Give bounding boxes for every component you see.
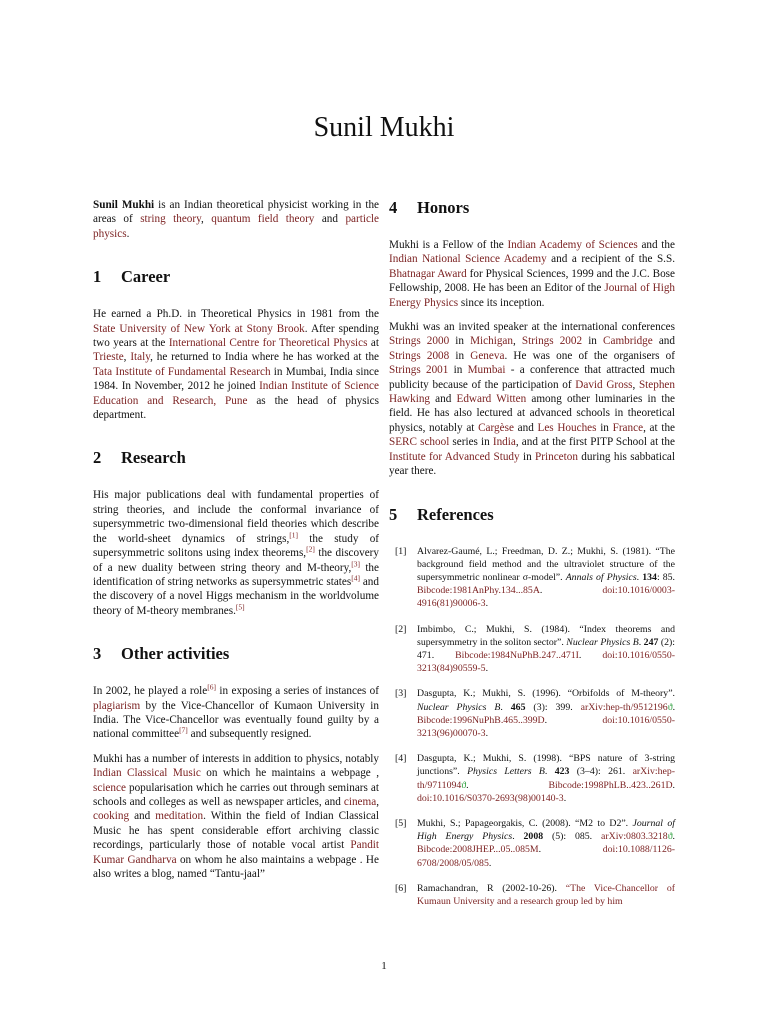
link-strings-2001[interactable]: Strings 2001 bbox=[389, 364, 449, 377]
reference-number: [3] bbox=[395, 688, 407, 700]
other-paragraph-2 bbox=[93, 752, 379, 882]
link-cargese[interactable]: Cargèse bbox=[478, 421, 514, 434]
reference-item bbox=[389, 623, 675, 676]
text: for Physical Sciences, 1999 and the J.C. Bose Fellowship, 2008. He has been an Editor of the bbox=[389, 267, 675, 295]
arxiv-link[interactable]: arXiv:0803.3218 bbox=[601, 831, 668, 843]
text: and bbox=[513, 421, 538, 434]
text: since its inception. bbox=[458, 296, 545, 309]
text: . bbox=[544, 714, 603, 726]
link-cinema[interactable]: cinema bbox=[343, 795, 377, 808]
citation-6[interactable]: [6] bbox=[207, 682, 216, 692]
intro-paragraph bbox=[93, 198, 379, 241]
reference-item bbox=[389, 687, 675, 740]
section-heading-career bbox=[93, 267, 379, 287]
text: as the head of physics department. bbox=[93, 394, 379, 422]
text: (2): 471. bbox=[417, 636, 676, 661]
link-bhatnagar-award[interactable]: Bhatnagar Award bbox=[389, 267, 467, 280]
text: and subsequently resigned. bbox=[187, 728, 312, 741]
journal-name: Nuclear Physics B bbox=[566, 636, 639, 648]
text: in bbox=[449, 349, 471, 362]
citation-5[interactable]: [5] bbox=[235, 601, 245, 611]
text: His major publications deal with fundamental properties of string theories, and include the conformal invariance of supersymmetric two-dimensional field theories which describe the world-sheet dynamics of strings, bbox=[93, 489, 379, 545]
text: and bbox=[652, 335, 675, 348]
text: (3): 399. bbox=[525, 701, 581, 713]
citation-3[interactable]: [3] bbox=[351, 558, 361, 568]
volume: 2008 bbox=[523, 831, 544, 843]
text: on whom he also maintains a webpage . He also writes a blog, named “Tantu-jaal” bbox=[93, 853, 379, 880]
link-science[interactable]: science bbox=[93, 781, 126, 794]
bibcode-link[interactable]: Bibcode:1998PhLB..423..261D bbox=[548, 779, 673, 791]
link-mumbai[interactable]: Mumbai bbox=[467, 364, 506, 377]
text: among other luminaries in the field. He has also lectured at advanced schools in theoretical physics, notably at bbox=[389, 393, 676, 434]
reference-list bbox=[389, 545, 675, 909]
subject-name: Sunil Mukhi bbox=[93, 199, 155, 211]
text: and bbox=[314, 213, 346, 226]
journal-name: Nuclear Physics B bbox=[417, 701, 501, 713]
text: , he returned to India where he has worked at the bbox=[150, 351, 380, 364]
section-number: 3 bbox=[93, 644, 102, 664]
text: Mukhi was an invited speaker at the international conferences bbox=[389, 321, 675, 334]
text: and bbox=[430, 393, 457, 406]
reference-number: [5] bbox=[395, 817, 407, 829]
reference-number: [1] bbox=[395, 545, 407, 557]
text: during his sabbatical year there. bbox=[389, 450, 675, 478]
section-number: 2 bbox=[93, 448, 102, 468]
link-suny-stony-brook[interactable]: State University of New York at Stony Brook bbox=[93, 322, 305, 335]
text: Dasgupta, K.; Mukhi, S. (1998). “BPS nature of 3-string junctions”. bbox=[417, 753, 675, 778]
section-number: 4 bbox=[389, 198, 398, 217]
link-insa[interactable]: Indian National Science Academy bbox=[389, 253, 547, 266]
doi-link[interactable]: doi:10.1016/0550-3213(84)90559-5 bbox=[417, 649, 675, 675]
text: the identification of string networks as supersymmetric states bbox=[93, 561, 379, 588]
bibcode-link[interactable]: Bibcode:2008JHEP...05..085M bbox=[417, 844, 539, 856]
right-column bbox=[389, 198, 675, 920]
text: the discovery of a new duality between string theory and M-theory, bbox=[93, 547, 379, 574]
bibcode-link[interactable]: Bibcode:1996NuPhB.465..399D bbox=[417, 714, 545, 726]
text: (5): 085. bbox=[543, 831, 602, 843]
text: in bbox=[448, 364, 468, 377]
text: Alvarez-Gaumé, L.; Freedman, D. Z.; Mukhi, S. (1981). “The background field method and the ultraviolet structure of the supersymmetric nonlinear σ-model”. bbox=[417, 545, 675, 583]
section-title: Other activities bbox=[121, 644, 230, 664]
text: and bbox=[129, 810, 156, 823]
text: , bbox=[376, 795, 379, 808]
text: He earned a Ph.D. in Theoretical Physics in 1981 from the bbox=[93, 308, 379, 321]
link-particle-physics[interactable]: particle physics bbox=[93, 213, 379, 240]
journal-name: Annals of Physics bbox=[565, 571, 637, 583]
page-number: 1 bbox=[381, 960, 387, 972]
text: , bbox=[123, 351, 131, 364]
link-india[interactable]: India bbox=[492, 436, 516, 449]
link-trieste[interactable]: Trieste bbox=[93, 351, 124, 364]
text: in bbox=[596, 421, 613, 434]
link-strings-2000[interactable]: Strings 2000 bbox=[389, 335, 450, 348]
open-access-icon: ϑ bbox=[667, 701, 673, 713]
link-indian-academy-of-sciences[interactable]: Indian Academy of Sciences bbox=[507, 239, 638, 251]
link-kumar-gandharva[interactable]: Pandit Kumar Gandharva bbox=[93, 839, 379, 866]
journal-name: Journal of High Energy Physics bbox=[417, 817, 675, 843]
link-italy[interactable]: Italy bbox=[130, 351, 151, 364]
doi-link[interactable]: doi:10.1016/S0370-2693(98)00140-3 bbox=[417, 792, 564, 804]
research-paragraph bbox=[93, 488, 379, 618]
link-les-houches[interactable]: Les Houches bbox=[537, 421, 597, 434]
link-indian-classical-music[interactable]: Indian Classical Music bbox=[93, 767, 201, 780]
text: in Mumbai, India since 1984. In November, 2012 he joined bbox=[93, 365, 379, 393]
text: , bbox=[201, 213, 212, 226]
career-paragraph bbox=[93, 307, 379, 422]
text: . bbox=[539, 585, 603, 597]
arxiv-link[interactable]: arXiv:hep-th/9512196 bbox=[580, 701, 668, 713]
link-edward-witten[interactable]: Edward Witten bbox=[456, 393, 527, 406]
link-plagiarism[interactable]: plagiarism bbox=[93, 699, 141, 712]
link-ictp[interactable]: International Centre for Theoretical Physics bbox=[168, 337, 368, 350]
journal-name: Physics Letters B bbox=[467, 766, 545, 778]
honors-paragraph-1 bbox=[389, 238, 675, 310]
text: at bbox=[367, 337, 379, 350]
volume: 465 bbox=[510, 701, 526, 713]
text: - a conference that attracted much publicity because of the participation of bbox=[389, 364, 675, 391]
reference-item bbox=[389, 752, 675, 805]
section-title: Research bbox=[121, 448, 186, 468]
text: . bbox=[672, 831, 675, 843]
link-michigan[interactable]: Michigan bbox=[470, 335, 513, 348]
text: . bbox=[638, 636, 644, 648]
text: : 85. bbox=[656, 571, 676, 583]
text: . bbox=[485, 663, 489, 675]
text: (3–4): 261. bbox=[569, 766, 633, 778]
text: in bbox=[582, 335, 604, 348]
text: Mukhi is a Fellow of the bbox=[389, 239, 508, 251]
volume: 247 bbox=[643, 636, 659, 648]
text: in bbox=[519, 450, 536, 463]
text: , at the bbox=[643, 421, 675, 434]
text: . bbox=[126, 227, 130, 240]
text: in bbox=[449, 335, 471, 348]
link-geneva[interactable]: Geneva bbox=[470, 349, 505, 362]
link-ias[interactable]: Institute for Advanced Study bbox=[389, 450, 520, 463]
article-link[interactable]: “The Vice-Chancellor of Kumaun University and a research group led by him bbox=[417, 882, 675, 907]
reference-number: [4] bbox=[395, 753, 407, 765]
bibcode-link[interactable]: Bibcode:1981AnPhy.134...85A bbox=[417, 585, 540, 597]
text: popularisation which he carries out through seminars at schools and colleges as well as newspaper articles, and bbox=[93, 781, 379, 808]
reference-item bbox=[389, 545, 675, 611]
text: , and at the first PITP School at the bbox=[515, 436, 675, 449]
text: Mukhi, S.; Papageorgakis, C. (2008). “M2 to D2”. bbox=[417, 817, 633, 829]
text: . bbox=[466, 779, 549, 791]
text: and the discovery of a novel Higgs mechanism in the worldvolume theory of M-theory membranes. bbox=[93, 575, 379, 617]
citation-2[interactable]: [2] bbox=[306, 544, 315, 554]
section-title: References bbox=[417, 504, 494, 524]
text: Mukhi has a number of interests in addition to physics, notably bbox=[93, 752, 379, 765]
text: by the Vice-Chancellor of Kumaon University in India. The Vice-Chancellor was eventually found guilty by a national committee bbox=[93, 699, 379, 741]
doi-link[interactable]: doi:10.1016/0550-3213(96)00070-3 bbox=[417, 714, 675, 739]
text: , bbox=[632, 378, 639, 391]
section-title: Honors bbox=[417, 198, 470, 217]
text: . bbox=[512, 831, 524, 843]
citation-1[interactable]: [1] bbox=[289, 529, 299, 539]
doi-link[interactable]: doi:10.1088/1126-6708/2008/05/085 bbox=[417, 844, 675, 869]
link-string-theory[interactable]: string theory bbox=[140, 213, 201, 226]
section-heading-other-activities bbox=[93, 644, 379, 664]
text: is an Indian theoretical physicist working in the areas of bbox=[93, 199, 380, 226]
text: . bbox=[636, 571, 643, 583]
reference-item bbox=[389, 882, 675, 908]
text: . bbox=[488, 857, 492, 869]
left-column bbox=[93, 198, 379, 891]
honors-paragraph-2 bbox=[389, 320, 675, 478]
text: . bbox=[672, 779, 675, 791]
text: Ramachandran, R (2002-10-26). bbox=[417, 882, 566, 894]
section-heading-references bbox=[389, 505, 675, 525]
open-access-icon: ϑ bbox=[667, 831, 673, 843]
link-quantum-field-theory[interactable]: quantum field theory bbox=[211, 213, 315, 226]
arxiv-link[interactable]: arXiv:hep-th/9711094 bbox=[417, 766, 675, 791]
text: . bbox=[672, 701, 676, 713]
section-number: 1 bbox=[93, 267, 102, 287]
volume: 134 bbox=[642, 571, 657, 583]
reference-number: [6] bbox=[395, 882, 407, 894]
text: . He was one of the organisers of bbox=[504, 349, 675, 362]
text: . bbox=[500, 701, 511, 713]
section-heading-research bbox=[93, 448, 379, 468]
text: series in bbox=[449, 436, 493, 449]
text: Imbimbo, C.; Mukhi, S. (1984). “Index theorems and supersymmetry in the soliton sector”. bbox=[417, 623, 675, 648]
link-cooking[interactable]: cooking bbox=[93, 810, 130, 823]
text: . bbox=[544, 766, 555, 778]
link-david-gross[interactable]: David Gross bbox=[575, 378, 633, 391]
link-strings-2008[interactable]: Strings 2008 bbox=[389, 349, 450, 362]
text: . bbox=[578, 649, 603, 661]
link-strings-2002[interactable]: Strings 2002 bbox=[521, 335, 583, 348]
text: the study of supersymmetric solitons using index theorems, bbox=[93, 532, 380, 560]
citation-7[interactable]: [7] bbox=[179, 725, 188, 735]
link-serc-school[interactable]: SERC school bbox=[389, 436, 450, 449]
text: . After spending two years at the bbox=[93, 322, 379, 350]
text: . bbox=[485, 727, 489, 739]
link-jhep[interactable]: Journal of High Energy Physics bbox=[389, 282, 676, 309]
link-iiser-pune[interactable]: Indian Institute of Science Education and Research, Pune bbox=[93, 380, 379, 407]
text: and a recipient of the S.S. bbox=[546, 253, 676, 266]
link-meditation[interactable]: meditation bbox=[155, 810, 204, 823]
reference-number: [2] bbox=[395, 623, 407, 635]
text: Dasgupta, K.; Mukhi, S. (1996). “Orbifolds of M-theory”. bbox=[417, 688, 675, 700]
link-france[interactable]: France bbox=[612, 421, 644, 434]
open-access-icon: ϑ bbox=[461, 779, 467, 791]
text: and the bbox=[637, 239, 675, 251]
other-paragraph-1 bbox=[93, 684, 379, 742]
reference-item bbox=[389, 817, 675, 870]
link-stephen-hawking[interactable]: Stephen Hawking bbox=[389, 378, 675, 406]
text: . bbox=[485, 598, 489, 610]
text: in exposing a series of instances of bbox=[216, 685, 379, 698]
text: In 2002, he played a role bbox=[93, 685, 208, 698]
section-title: Career bbox=[121, 267, 171, 287]
text: . Within the field of Indian Classical Music he has spent considerable effort archiving classic recordings, particularly those of notable vocal artist bbox=[93, 810, 379, 852]
link-princeton[interactable]: Princeton bbox=[535, 450, 578, 463]
bibcode-link[interactable]: Bibcode:1984NuPhB.247..471I bbox=[455, 649, 579, 661]
volume: 423 bbox=[554, 766, 570, 778]
page-title: Sunil Mukhi bbox=[313, 112, 455, 143]
text: . bbox=[563, 792, 567, 804]
section-number: 5 bbox=[389, 504, 398, 524]
section-heading-honors bbox=[389, 198, 675, 218]
link-cambridge[interactable]: Cambridge bbox=[603, 335, 653, 348]
link-tifr[interactable]: Tata Institute of Fundamental Research bbox=[93, 365, 271, 378]
text: , bbox=[513, 335, 522, 348]
citation-4[interactable]: [4] bbox=[351, 573, 360, 583]
text: . bbox=[538, 844, 603, 856]
doi-link[interactable]: doi:10.1016/0003-4916(81)90006-3 bbox=[417, 585, 675, 610]
text: on which he maintains a webpage , bbox=[200, 767, 379, 780]
